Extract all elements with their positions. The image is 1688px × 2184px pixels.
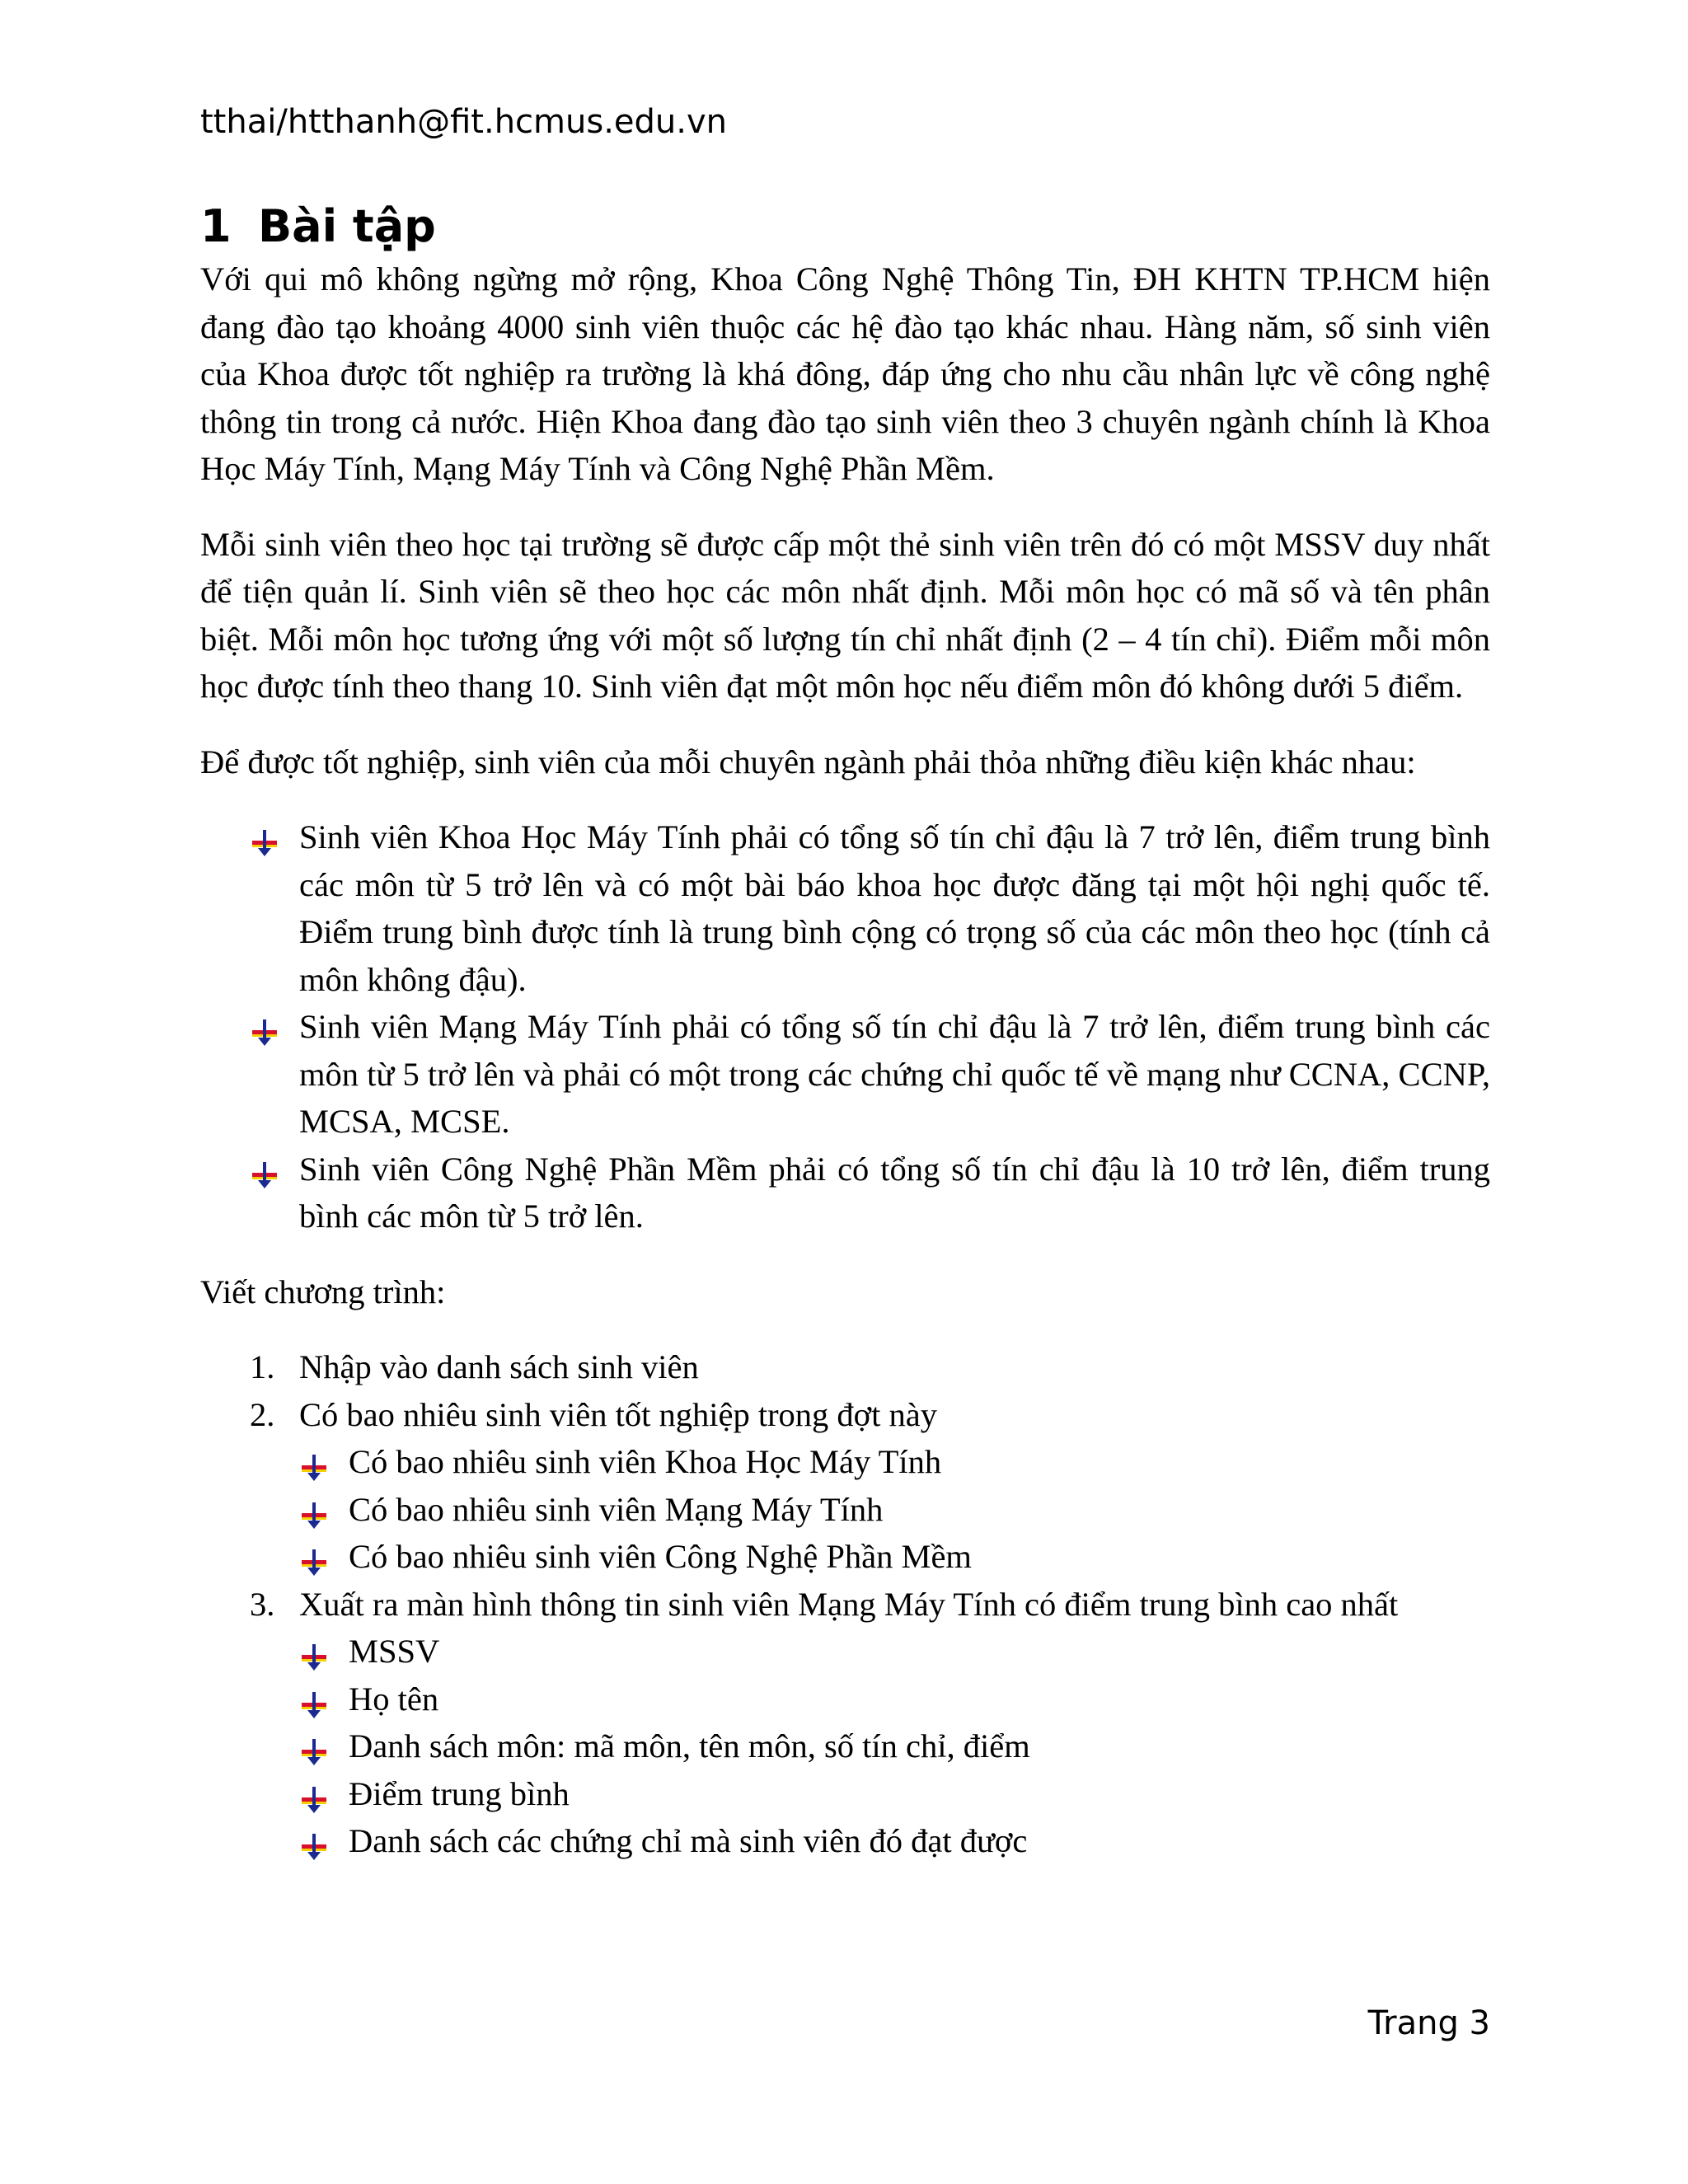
page-number: Trang 3 (1367, 2004, 1490, 2042)
paragraph-student-info: Mỗi sinh viên theo học tại trường sẽ được cấp một thẻ sinh viên trên đó có một MSSV duy nhất để tiện quản lí. Sinh viên sẽ theo học các môn nhất định. Mỗi môn học có mã số và tên phân biệt. Mỗi môn học tương ứng với một số lượng tín chỉ nhất định (2 – 4 tín chỉ). Điểm mỗi môn học được tính theo thang 10. Sinh viên đạt một môn học nếu điểm môn đó không dưới 5 điểm. (200, 525, 1490, 705)
task-item (250, 1581, 1490, 1865)
subtask-item (349, 1533, 1490, 1581)
section-number: 1 (200, 200, 232, 252)
task-sublist (299, 1628, 1490, 1865)
arrow-marker-icon (299, 1827, 329, 1857)
subtask-item (349, 1817, 1490, 1865)
subtask-item (349, 1486, 1490, 1534)
arrow-marker-icon (250, 1013, 279, 1043)
section-heading (200, 196, 436, 257)
condition-item (299, 813, 1490, 1003)
header-email: tthai/htthanh@fit.hcmus.edu.vn (200, 103, 728, 141)
subtask-text: Có bao nhiêu sinh viên Công Nghệ Phần Mềm (349, 1538, 972, 1575)
condition-item (299, 1003, 1490, 1146)
task-number: 2. (250, 1395, 275, 1433)
arrow-marker-icon (250, 823, 279, 853)
condition-text: Sinh viên Khoa Học Máy Tính phải có tổng số tín chỉ đậu là 7 trở lên, điểm trung bình các môn từ 5 trở lên và có một bài báo khoa học được đăng tại một hội nghị quốc tế. Điểm trung bình được tính là trung bình cộng có trọng số của các môn theo học (tính cả môn không đậu). (299, 818, 1490, 998)
subtask-text: Danh sách môn: mã môn, tên môn, số tín chỉ, điểm (349, 1727, 1030, 1765)
subtask-text: MSSV (349, 1633, 440, 1670)
task-text: Có bao nhiêu sinh viên tốt nghiệp trong đợt này (299, 1395, 937, 1433)
document-body (200, 255, 1490, 1865)
condition-item (299, 1146, 1490, 1240)
subtask-item (349, 1722, 1490, 1770)
arrow-marker-icon (299, 1448, 329, 1478)
condition-text: Sinh viên Mạng Máy Tính phải có tổng số tín chỉ đậu là 7 trở lên, điểm trung bình các môn từ 5 trở lên và phải có một trong các chứng chỉ quốc tế về mạng như CCNA, CCNP, MCSA, MCSE. (299, 1008, 1490, 1140)
task-text: Nhập vào danh sách sinh viên (299, 1348, 699, 1385)
task-number: 3. (250, 1585, 275, 1623)
task-sublist (299, 1438, 1490, 1581)
subtask-text: Họ tên (349, 1680, 439, 1718)
subtask-text: Điểm trung bình (349, 1774, 570, 1812)
conditions-list (200, 813, 1490, 1240)
subtask-item (349, 1770, 1490, 1818)
task-item (250, 1343, 1490, 1391)
task-list (200, 1343, 1490, 1865)
task-number: 1. (250, 1348, 275, 1385)
subtask-text: Danh sách các chứng chỉ mà sinh viên đó đạt được (349, 1822, 1028, 1859)
subtask-item (349, 1438, 1490, 1486)
arrow-marker-icon (299, 1685, 329, 1715)
arrow-marker-icon (299, 1732, 329, 1762)
condition-text: Sinh viên Công Nghệ Phần Mềm phải có tổng số tín chỉ đậu là 10 trở lên, điểm trung bình các môn từ 5 trở lên. (299, 1150, 1490, 1235)
subtask-item (349, 1675, 1490, 1723)
task-intro: Viết chương trình: (200, 1272, 446, 1310)
arrow-marker-icon (299, 1638, 329, 1667)
arrow-marker-icon (299, 1780, 329, 1810)
arrow-marker-icon (299, 1543, 329, 1572)
subtask-item (349, 1628, 1490, 1675)
task-text: Xuất ra màn hình thông tin sinh viên Mạng Máy Tính có điểm trung bình cao nhất (299, 1585, 1399, 1623)
arrow-marker-icon (299, 1496, 329, 1526)
task-item (250, 1391, 1490, 1581)
subtask-text: Có bao nhiêu sinh viên Khoa Học Máy Tính (349, 1443, 942, 1480)
subtask-text: Có bao nhiêu sinh viên Mạng Máy Tính (349, 1490, 884, 1528)
paragraph-graduation: Để được tốt nghiệp, sinh viên của mỗi chuyên ngành phải thỏa những điều kiện khác nhau: (200, 743, 1416, 780)
paragraph-intro: Với qui mô không ngừng mở rộng, Khoa Công Nghệ Thông Tin, ĐH KHTN TP.HCM hiện đang đào tạo khoảng 4000 sinh viên thuộc các hệ đào tạo khác nhau. Hàng năm, số sinh viên của Khoa được tốt nghiệp ra trường là khá đông, đáp ứng cho nhu cầu nhân lực về công nghệ thông tin trong cả nước. Hiện Khoa đang đào tạo sinh viên theo 3 chuyên ngành chính là Khoa Học Máy Tính, Mạng Máy Tính và Công Nghệ Phần Mềm. (200, 260, 1490, 487)
section-title: Bài tập (258, 200, 436, 252)
arrow-marker-icon (250, 1155, 279, 1185)
